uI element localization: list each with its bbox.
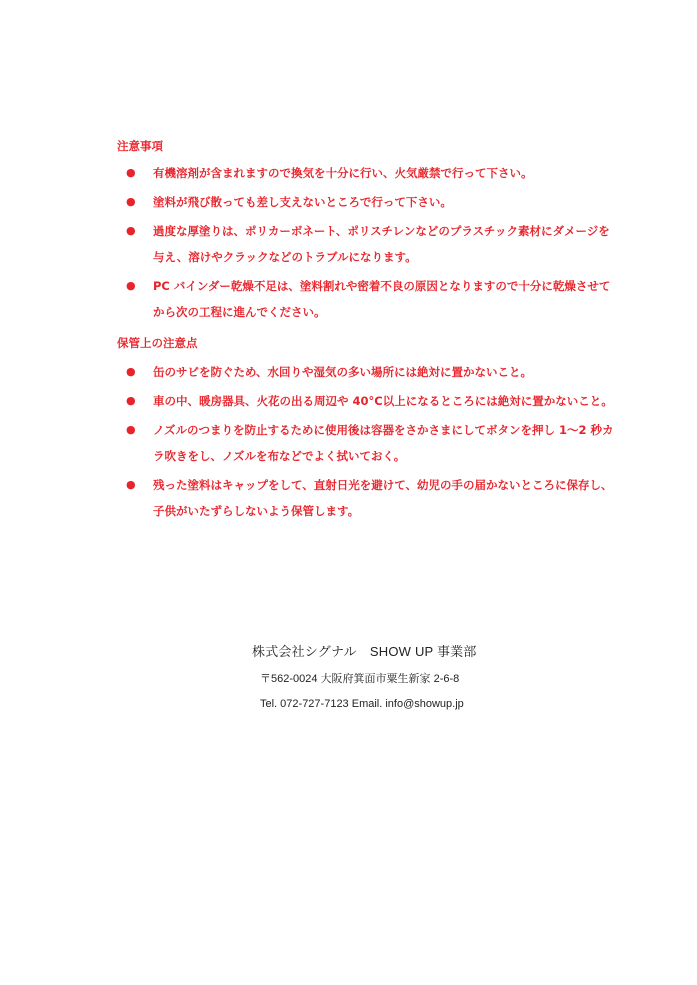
list-item: [117, 160, 617, 186]
precautions-list: [117, 160, 617, 325]
notes-content: [117, 137, 617, 524]
list-item: [117, 273, 617, 325]
list-item: [117, 359, 617, 385]
list-item: [117, 388, 617, 414]
company-contact: Tel. 072-727-7123 Email. info@showup.jp: [260, 698, 464, 710]
precautions-heading: 注意事項: [117, 139, 163, 153]
bullet-icon: ●: [126, 166, 136, 179]
bullet-icon: ●: [126, 195, 136, 208]
list-item: [117, 417, 617, 469]
precaution-text: PC バインダー乾燥不足は、塗料割れや密着不良の原因となりますので十分に乾燥させてから次の工程に進んでください。: [153, 279, 611, 319]
company-address: 〒562-0024 大阪府箕面市粟生新家 2-6-8: [260, 673, 460, 685]
precaution-text: 過度な厚塗りは、ポリカーボネート、ポリスチレンなどのプラスチック素材にダメージを与え、溶けやクラックなどのトラブルになります。: [153, 224, 610, 264]
bullet-icon: ●: [126, 365, 136, 378]
storage-heading: 保管上の注意点: [117, 336, 198, 350]
list-item: [117, 472, 617, 524]
bullet-icon: ●: [126, 478, 136, 491]
company-name: 株式会社シグナル SHOW UP 事業部: [252, 644, 477, 659]
list-item: [117, 218, 617, 270]
storage-text: 缶のサビを防ぐため、水回りや湿気の多い場所には絶対に置かないこと。: [153, 365, 533, 379]
bullet-icon: ●: [126, 224, 136, 237]
storage-text: 残った塗料はキャップをして、直射日光を避けて、幼児の手の届かないところに保存し、子供がいたずらしないよう保管します。: [153, 478, 613, 518]
bullet-icon: ●: [126, 394, 136, 407]
storage-text: 車の中、暖房器具、火花の出る周辺や 40°C以上になるところには絶対に置かないこと。: [153, 394, 613, 408]
storage-list: [117, 359, 617, 524]
precaution-text: 有機溶剤が含まれますので換気を十分に行い、火気厳禁で行って下さい。: [153, 166, 533, 180]
company-footer: [0, 642, 697, 713]
bullet-icon: ●: [126, 279, 136, 292]
bullet-icon: ●: [126, 423, 136, 436]
precaution-text: 塗料が飛び散っても差し支えないところで行って下さい。: [153, 195, 452, 209]
storage-text: ノズルのつまりを防止するために使用後は容器をさかさまにしてボタンを押し 1〜2 秒カラ吹きをし、ノズルを布などでよく拭いておく。: [153, 423, 614, 463]
list-item: [117, 189, 617, 215]
